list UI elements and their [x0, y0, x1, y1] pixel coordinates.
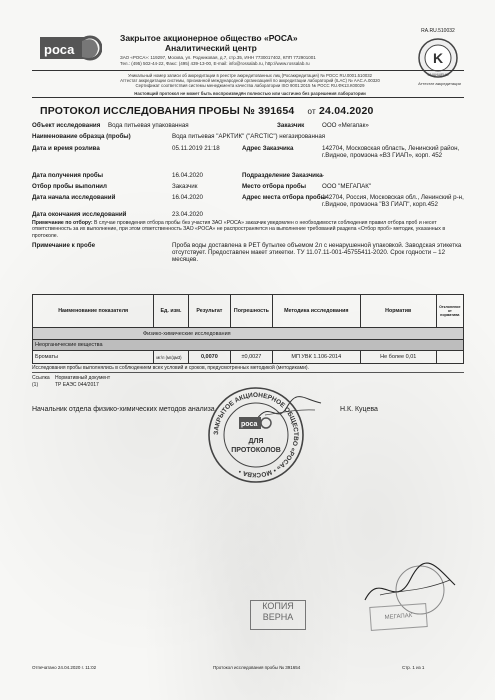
sample-name-label: Наименование образца (пробы) — [32, 133, 131, 140]
header-divider — [32, 70, 464, 71]
end-date-label: Дата окончания исследований — [32, 211, 127, 218]
header-norm: Норматив — [360, 295, 436, 328]
sample-note-value: Проба воды доставлена в PET бутылке объемом 2л с ненарушенной упаковкой. Заводская этикетка отсутствует. Предоставлен макет этикетки. ТУ 11.07.11-001-45755411-2020. Срок годности – 12 месяцев. — [172, 242, 462, 263]
footer-page: Стр. 1 из 1 — [402, 665, 425, 670]
customer-address-label: Адрес Заказчика — [242, 145, 294, 152]
accreditation-number: RA.RU.510032 — [421, 28, 455, 34]
cell-name: Броматы — [33, 351, 154, 364]
table-subsection-row — [33, 340, 464, 351]
fine-print-3: Сертификат соответствия системы менеджмента качества лаборатории ISO 9001:2015 № РОСС RU.ФК13.К00029 — [135, 83, 365, 88]
stamp-ring-text: ЗАКРЫТОЕ АКЦИОНЕРНОЕ ОБЩЕСТВО «РОСА» • МОСКВА • — [212, 391, 300, 479]
reference-value: ТР ЕАЭС 044/2017 — [55, 382, 99, 388]
badge-text: ЗАЩИЩЕНО — [427, 73, 449, 77]
logo-text: роса — [44, 42, 75, 57]
sampling-note-label: Примечание по отбору: — [32, 220, 93, 226]
reference-number: (1) — [32, 382, 39, 388]
object-value: Вода питьевая упакованная — [108, 122, 189, 129]
fine-print-1: Уникальный номер записи об аккредитации в реестре аккредитованных лиц (Росаккредитация) № РОСС RU.0001.510032 — [127, 73, 372, 78]
sample-name-value: Вода питьевая "АРКТИК" ("ARCTIC") негазированная — [172, 133, 326, 140]
receipt-date-value: 16.04.2020 — [172, 172, 203, 179]
copy-stamp-line-1: КОПИЯ — [262, 601, 294, 611]
fine-print-2: Аттестат аккредитации системы, признанной международной организацией по аккредитации лабораторий (ILAC) № AAC.A.00320 — [120, 78, 380, 83]
org-subtitle: Аналитический центр — [165, 43, 257, 53]
org-name: Закрытое акционерное общество «РОСА» — [120, 33, 298, 43]
svg-text:ЗАКРЫТОЕ АКЦИОНЕРНОЕ ОБЩЕСТВО — [213, 392, 299, 478]
place-address-label: Адрес места отбора пробы — [242, 194, 326, 201]
footer-protocol: Протокол исследования пробы № 391654 — [213, 665, 301, 670]
subsection-label: Неорганические вещества — [33, 340, 464, 351]
sampled-by-value: Заказчик — [172, 183, 198, 190]
datetime-value: 05.11.2019 21:18 — [172, 145, 220, 152]
header-divider-2 — [32, 97, 464, 98]
cell-method: МП УВК 1.106-2014 — [272, 351, 360, 364]
customer-label: Заказчик — [277, 122, 305, 129]
sampled-by-label: Отбор пробы выполнил — [32, 183, 107, 190]
org-address: ЗАО «РОСА»: 119297, Москва, ул. Родниковая, д.7, стр.35, ИНН 7730017402, КПП 772901001 — [120, 55, 316, 60]
signer-name: Н.К. Куцева — [340, 406, 378, 413]
end-date-value: 23.04.2020 — [172, 211, 203, 218]
fine-print-4: Настоящий протокол не может быть воспроизведён полностью или частично без разрешения лаборатории — [134, 91, 366, 96]
svg-text:K: K — [432, 50, 444, 66]
copy-stamp-line-2: ВЕРНА — [262, 612, 294, 622]
cell-norm: Не более 0,01 — [360, 351, 436, 364]
stamp-logo-text: роса — [241, 421, 258, 428]
note-divider — [32, 372, 464, 373]
header-unit: Ед. изм. — [154, 295, 188, 328]
header-method: Методика исследования — [272, 295, 360, 328]
reference-label: Ссылка — [32, 375, 50, 381]
rosa-logo — [40, 33, 102, 65]
customer-address-value: 142704, Московская область, Ленинский район, г.Видное, промзона «ВЗ ГИАП», корп. 452 — [322, 145, 460, 159]
header-indicator: Наименование показателя — [33, 295, 154, 328]
place-address-value: 142704, Россия, Московская обл., Ленинский р-н, г.Видное, промзона "ВЗ ГИАП", корп.452 — [322, 194, 464, 208]
section-label: Физико-химические исследования — [33, 328, 464, 340]
method-note: Исследования пробы выполнялись в соблюдением всех условий и сроков, предусмотренных методикой (методиками). — [32, 365, 309, 371]
header-error: Погрешность — [231, 295, 273, 328]
sampling-note — [32, 220, 464, 239]
cell-unit: мг/л (мг/дм3) — [154, 351, 188, 364]
sampling-note-text: В случае проведения отбора пробы без участия ЗАО «РОСА» заказчик уведомлен о необходимости соблюдения правил отбора проб и несет ответственность за их выполнение, при этом ответственность ЗАО «РОСА» не распространяется на выполнение требований раздела «Отбор проб» методик, указанных в протоколе. — [32, 220, 446, 239]
start-date-label: Дата начала исследований — [32, 194, 116, 201]
signer-position: Начальник отдела физико-химических методов анализа — [32, 406, 215, 413]
protocol-date: 24.04.2020 — [319, 105, 374, 117]
cell-error: ±0,0027 — [231, 351, 273, 364]
header-result: Результат — [188, 295, 231, 328]
title-from: от — [307, 107, 316, 116]
place-value: ООО "МЕГАПАК" — [322, 183, 372, 190]
megapak-stamp: МЕГАПАК — [369, 603, 428, 631]
subdivision-label: Подразделение Заказчика — [242, 172, 323, 179]
protocol-title — [40, 105, 374, 117]
datetime-label: Дата и время розлива — [32, 145, 100, 152]
object-label: Объект исследования — [32, 122, 101, 129]
header-deviation: Отклонение от норматива — [436, 295, 463, 328]
receipt-date-label: Дата получения пробы — [32, 172, 103, 179]
title-label: ПРОТОКОЛ ИССЛЕДОВАНИЯ ПРОБЫ № — [40, 105, 256, 117]
protocol-number: 391654 — [258, 105, 295, 117]
table-header-row — [33, 295, 464, 328]
org-contacts: Тел.: (495) 502-44-22, Факс: (495) 439-13-00, E-mail: info@rossalab.ru, http://www.rossalab.ru — [120, 61, 310, 66]
customer-value: ООО «Мегапак» — [322, 122, 369, 129]
place-label: Место отбора пробы — [242, 183, 307, 190]
results-table — [32, 294, 464, 364]
stamp-text-2: ПРОТОКОЛОВ — [231, 447, 281, 454]
copy-certified-stamp — [250, 600, 306, 630]
table-section-row — [33, 328, 464, 340]
cell-deviation — [436, 351, 463, 364]
sample-note-label: Примечание к пробе — [32, 242, 96, 249]
footer-printed: Отпечатано 24.04.2020 г. 11:02 — [32, 665, 97, 670]
accreditation-label: Аттестат аккредитации — [418, 81, 461, 86]
organization-stamp — [206, 385, 306, 485]
cell-result: 0,0070 — [188, 351, 231, 364]
table-row — [33, 351, 464, 364]
stamp-text-1: ДЛЯ — [248, 438, 264, 445]
subdivision-value: - — [322, 172, 325, 179]
reference-header: Нормативный документ — [55, 375, 111, 381]
start-date-value: 16.04.2020 — [172, 194, 203, 201]
